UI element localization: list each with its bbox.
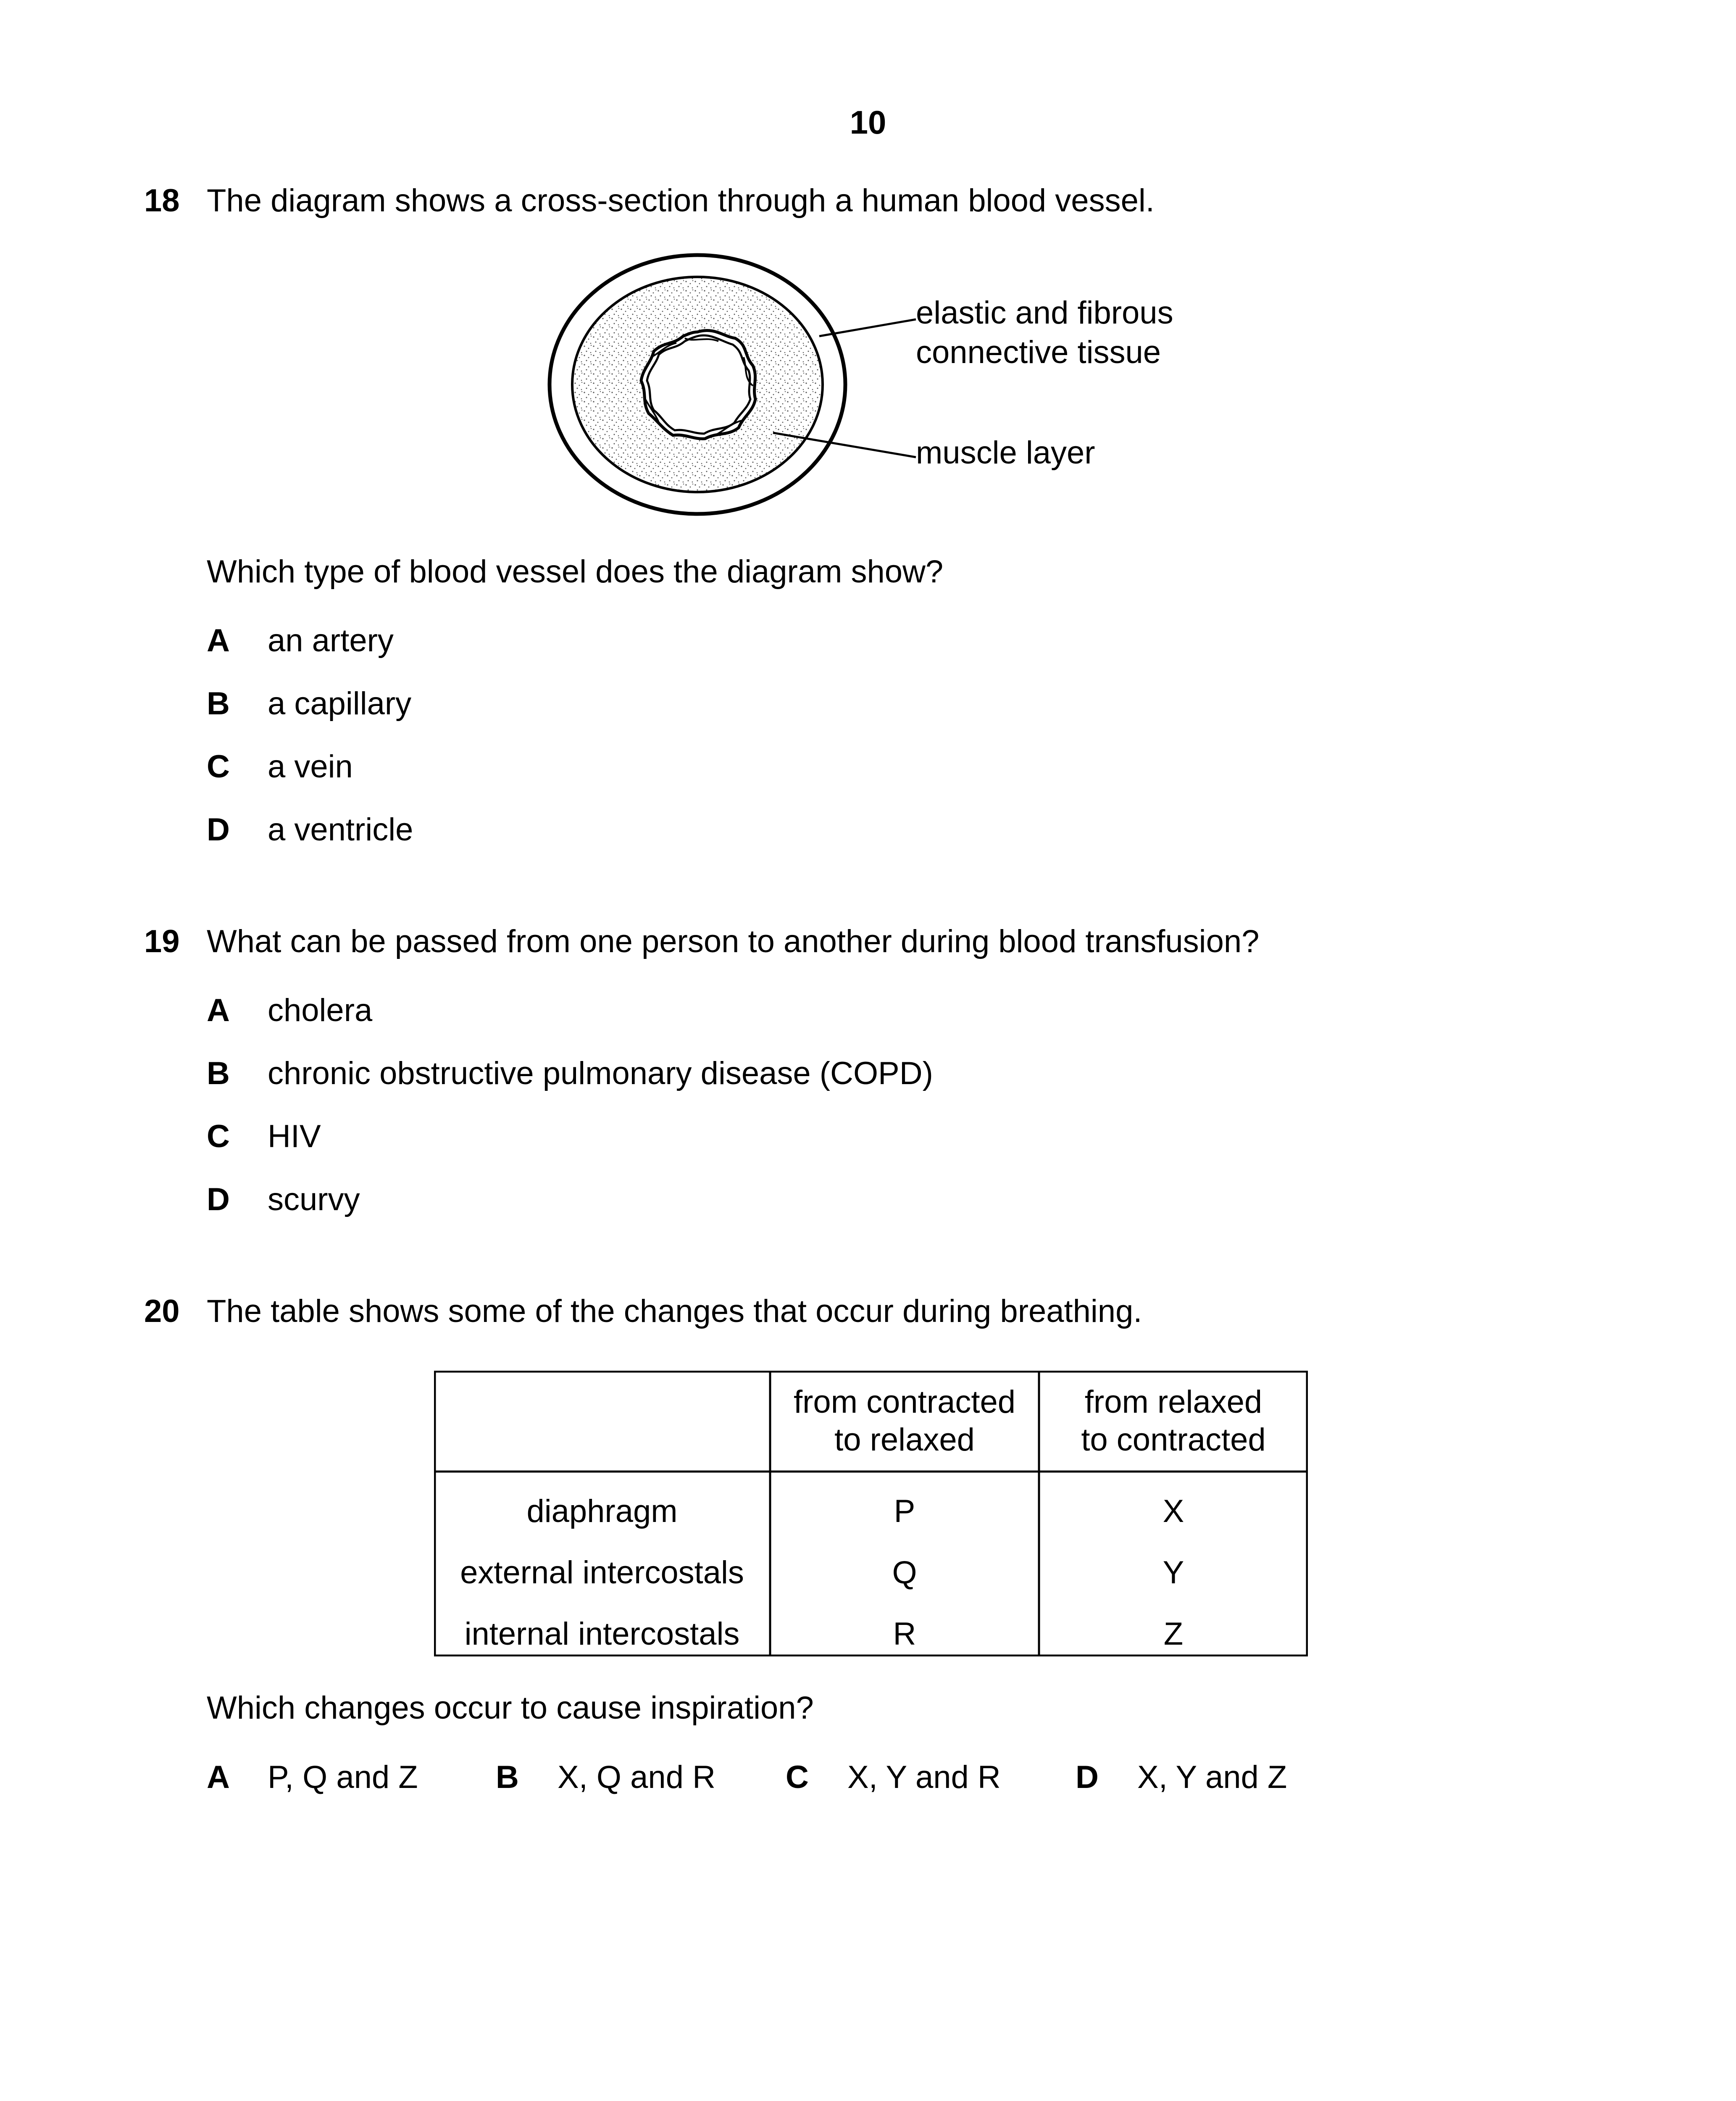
q18-option-text: a ventricle (268, 812, 413, 848)
table-row-label: diaphragm (526, 1493, 678, 1529)
q20-option-text: X, Q and R (558, 1759, 715, 1795)
q18-option-letter: C (207, 749, 230, 785)
q19-option-text: scurvy (268, 1182, 360, 1217)
q19-option-letter: C (207, 1119, 230, 1154)
table-row-label: external intercostals (460, 1555, 744, 1590)
table-header-col3-line2: to contracted (1081, 1422, 1266, 1458)
question-19-stem: What can be passed from one person to another during blood transfusion? (207, 924, 1260, 959)
q19-option-letter: D (207, 1182, 230, 1217)
table-header-col2-line2: to relaxed (834, 1422, 975, 1458)
q19-option-text: cholera (268, 993, 373, 1028)
q20-option-letter: D (1076, 1759, 1099, 1795)
q18-option-text: a capillary (268, 686, 412, 721)
question-18-prompt: Which type of blood vessel does the diagram show? (207, 554, 944, 590)
label-connective-tissue: connective tissue (916, 334, 1161, 370)
q20-option-letter: B (496, 1759, 519, 1795)
table-header-col2-line1: from contracted (794, 1384, 1015, 1420)
question-18-number: 18 (144, 183, 180, 219)
q18-option-letter: A (207, 623, 230, 658)
question-20-stem: The table shows some of the changes that occur during breathing. (207, 1293, 1142, 1329)
page-number: 10 (850, 104, 886, 141)
q19-option-text: HIV (268, 1119, 321, 1154)
table-cell: Q (892, 1555, 917, 1590)
q18-option-letter: B (207, 686, 230, 721)
leader-line-outer (819, 319, 916, 336)
table-cell: Z (1163, 1616, 1184, 1652)
blood-vessel-diagram (546, 252, 1202, 529)
question-20-number: 20 (144, 1293, 180, 1329)
question-19-number: 19 (144, 924, 180, 959)
q18-option-text: an artery (268, 623, 394, 658)
question-18-stem: The diagram shows a cross-section through a human blood vessel. (207, 183, 1155, 219)
table-cell: Y (1163, 1555, 1184, 1590)
table-row-label: internal intercostals (464, 1616, 740, 1652)
label-muscle-layer: muscle layer (916, 435, 1095, 471)
table-cell: P (894, 1493, 915, 1529)
q20-option-letter: A (207, 1759, 230, 1795)
question-20-prompt: Which changes occur to cause inspiration? (207, 1690, 814, 1726)
q18-option-text: a vein (268, 749, 353, 785)
q20-option-letter: C (786, 1759, 809, 1795)
table-header-col3-line1: from relaxed (1084, 1384, 1263, 1420)
q20-option-text: P, Q and Z (268, 1759, 418, 1795)
breathing-changes-table (434, 1371, 1308, 1656)
table-cell: X (1163, 1493, 1184, 1529)
q19-option-letter: B (207, 1056, 230, 1091)
label-elastic-fibrous: elastic and fibrous (916, 295, 1173, 331)
q20-option-text: X, Y and Z (1137, 1759, 1287, 1795)
q18-option-letter: D (207, 812, 230, 848)
q19-option-text: chronic obstructive pulmonary disease (COPD) (268, 1056, 933, 1091)
table-cell: R (893, 1616, 916, 1652)
q19-option-letter: A (207, 993, 230, 1028)
q20-option-text: X, Y and R (847, 1759, 1001, 1795)
